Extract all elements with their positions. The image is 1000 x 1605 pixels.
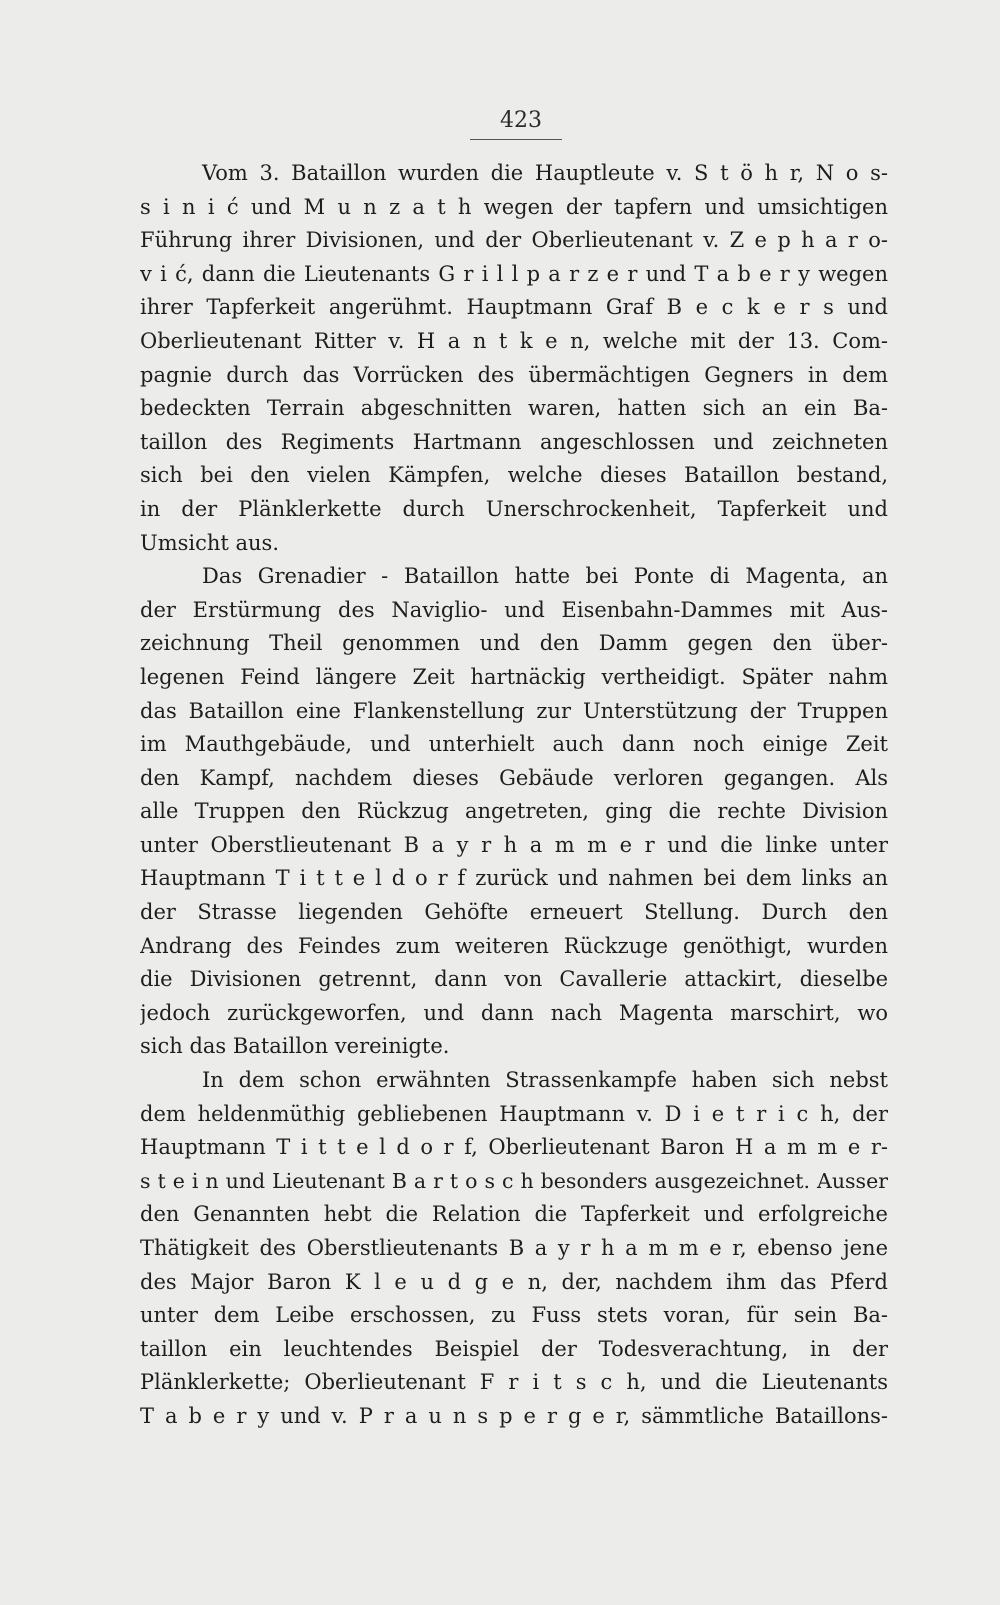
text-line: Umsicht aus. [140,530,280,555]
page-number-rule [470,139,562,140]
text-line: der Strasse liegenden Gehöfte erneuert Stellung. Durch den [140,900,888,925]
text-line: des Major Baron K l e u d g e n, der, nachdem ihm das Pferd [140,1269,888,1294]
text-line: legenen Feind längere Zeit hartnäckig vertheidigt. Später nahm [140,664,888,689]
text-line: Das Grenadier - Bataillon hatte bei Ponte di Magenta, an [202,564,888,589]
text-line: taillon ein leuchtendes Beispiel der Todesverachtung, in der [140,1336,888,1361]
text-line: unter dem Leibe erschossen, zu Fuss stets voran, für sein Ba- [140,1303,888,1328]
text-line: Plänklerkette; Oberlieutenant F r i t s c h, und die Lieutenants [140,1370,888,1395]
text-line: Hauptmann T i t t e l d o r f, Oberlieutenant Baron H a m m e r- [140,1135,888,1160]
text-line: der Erstürmung des Naviglio- und Eisenbahn-Dammes mit Aus- [140,597,888,622]
text-line: dem heldenmüthig gebliebenen Hauptmann v. D i e t r i c h, der [140,1101,888,1126]
text-line: Hauptmann T i t t e l d o r f zurück und nahmen bei dem links an [140,866,888,891]
text-line: unter Oberstlieutenant B a y r h a m m e r und die linke unter [140,832,888,857]
text-line: alle Truppen den Rückzug angetreten, ging die rechte Division [140,799,888,824]
text-line: Oberlieutenant Ritter v. H a n t k e n, welche mit der 13. Com- [140,328,888,353]
text-line: sich bei den vielen Kämpfen, welche dieses Bataillon bestand, [140,463,888,488]
text-line: jedoch zurückgeworfen, und dann nach Magenta marschirt, wo [140,1000,888,1025]
text-line: Vom 3. Bataillon wurden die Hauptleute v. S t ö h r, N o s- [202,161,888,185]
text-line: Andrang des Feindes zum weiteren Rückzuge genöthigt, wurden [140,933,888,958]
text-line: den Kampf, nachdem dieses Gebäude verloren gegangen. Als [140,765,888,790]
text-line: Führung ihrer Divisionen, und der Oberlieutenant v. Z e p h a r o- [140,228,888,253]
text-line: in der Plänklerkette durch Unerschrockenheit, Tapferkeit und [140,496,888,521]
text-line: In dem schon erwähnten Strassenkampfe haben sich nebst [202,1068,888,1093]
text-line: taillon des Regiments Hartmann angeschlossen und zeichneten [140,429,888,454]
body-text [140,157,888,1434]
text-line: s t e i n und Lieutenant B a r t o s c h besonders ausgezeichnet. Ausser [140,1168,888,1193]
text-line: im Mauthgebäude, und unterhielt auch dann noch einige Zeit [140,732,888,757]
text-line: zeichnung Theil genommen und den Damm gegen den über- [140,631,888,656]
text-line: bedeckten Terrain abgeschnitten waren, hatten sich an ein Ba- [140,396,888,421]
text-line: die Divisionen getrennt, dann von Cavallerie attackirt, dieselbe [140,967,888,992]
text-line: v i ć, dann die Lieutenants G r i l l p a r z e r und T a b e r y wegen [140,261,888,286]
text-line: Thätigkeit des Oberstlieutenants B a y r h a m m e r, ebenso jene [140,1236,888,1260]
text-line: das Bataillon eine Flankenstellung zur Unterstützung der Truppen [140,698,888,723]
text-line: ihrer Tapferkeit angerühmt. Hauptmann Graf B e c k e r s und [140,295,888,320]
text-line: den Genannten hebt die Relation die Tapferkeit und erfolgreiche [140,1202,888,1227]
text-line: pagnie durch das Vorrücken des übermächtigen Gegners in dem [140,362,888,387]
page-number: 423 [500,108,542,133]
text-line: T a b e r y und v. P r a u n s p e r g e r, sämmtliche Bataillons- [140,1403,888,1428]
text-line: sich das Bataillon vereinigte. [140,1034,450,1059]
text-line: s i n i ć und M u n z a t h wegen der tapfern und umsichtigen [140,194,888,219]
